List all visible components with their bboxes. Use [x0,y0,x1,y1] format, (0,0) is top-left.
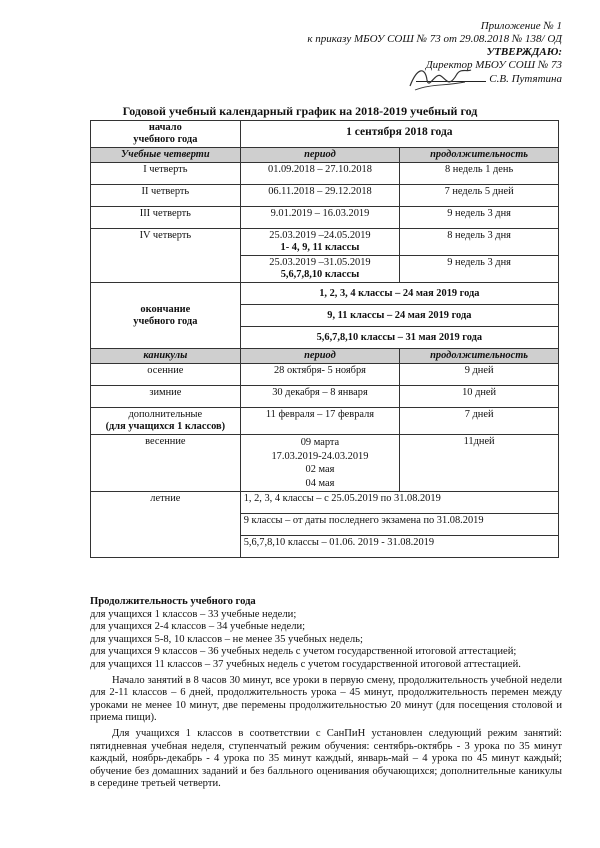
holiday-period: 28 октября- 5 ноября [240,364,400,386]
quarter-period [240,256,400,283]
table-row [91,435,559,492]
quarter-duration: 8 недель 3 дня [400,229,559,256]
quarter-period: 9.01.2019 – 16.03.2019 [240,207,400,229]
holiday-period: 11 февраля – 17 февраля [240,408,400,435]
holidays-header-cell: продолжительность [400,349,559,364]
quarter-name: IV четверть [91,229,241,283]
quarter-duration: 8 недель 1 день [400,163,559,185]
first-grade-paragraph: Для учащихся 1 классов в соответствии с СанПиН установлен следующий режим занятий: пятидневная учебная неделя, ступенчатый режим обучения: сентябрь-октябрь - 3 урока по 35 минут каждый, ноябрь-декабрь - 4 урока по 35 минут каждый, январь-май – 4 урока по 45 минут каждый; обучение без домашних заданий и без балльного оценивания обучающихся; дополнительные каникулы в середине третьей четверти. [90,727,562,790]
end-label: окончание учебного года [91,283,241,349]
quarters-header-row [91,148,559,163]
holiday-duration: 10 дней [400,386,559,408]
start-value: 1 сентября 2018 года [240,121,558,148]
holiday-name [91,408,241,435]
duration-heading: Продолжительность учебного года [90,596,256,607]
duration-line: для учащихся 5-8, 10 классов – не менее 35 учебных недель; [90,633,363,645]
q4-period-a: 25.03.2019 –24.05.2019 [269,230,371,241]
spring-period: 02 мая [305,464,335,475]
holiday-name: осенние [91,364,241,386]
holidays-header-cell: каникулы [91,349,241,364]
duration-section [90,596,562,791]
quarter-period [240,229,400,256]
holidays-header-row [91,349,559,364]
holiday-name: летние [91,492,241,558]
q4-classes-a: 1- 4, 9, 11 классы [280,242,360,253]
summer-row: 5,6,7,8,10 классы – 01.06. 2019 - 31.08.2019 [240,536,558,558]
quarter-name: I четверть [91,163,241,185]
handwritten-signature-icon [405,62,475,96]
quarters-header-cell: период [240,148,400,163]
order-reference: к приказу МБОУ СОШ № 73 от 29.08.2018 № 138/ ОД [307,33,562,45]
table-row [91,185,559,207]
quarter-period: 01.09.2018 – 27.10.2018 [240,163,400,185]
calendar-schedule-table [90,120,559,558]
quarter-name: III четверть [91,207,241,229]
holiday-name: весенние [91,435,241,492]
duration-line: для учащихся 11 классов – 37 учебных недель с учетом государственной итоговой аттестацией. [90,658,521,670]
quarter-duration: 9 недель 3 дня [400,207,559,229]
appendix-label: Приложение № 1 [480,20,562,32]
quarters-header-cell: Учебные четверти [91,148,241,163]
duration-line: для учащихся 2-4 классов – 34 учебные недели; [90,621,306,633]
q4-classes-b: 5,6,7,8,10 классы [280,269,360,280]
table-row [91,408,559,435]
table-row [91,121,559,148]
table-row [91,229,559,256]
quarters-header-cell: продолжительность [400,148,559,163]
quarter-duration: 9 недель 3 дня [400,256,559,283]
page-title: Годовой учебный календарный график на 2018-2019 учебный год [122,104,478,118]
signature-name: С.В. Путятина [489,73,562,85]
end-row: 1, 2, 3, 4 классы – 24 мая 2019 года [240,283,558,305]
holiday-duration: 9 дней [400,364,559,386]
summer-row: 9 классы – от даты последнего экзамена по 31.08.2019 [240,514,558,536]
director-title: Директор МБОУ СОШ № 73 [425,59,562,71]
table-row [91,492,559,514]
quarter-name: II четверть [91,185,241,207]
holiday-period: 30 декабря – 8 января [240,386,400,408]
spring-period: 04 мая [305,477,335,489]
q4-period-b: 25.03.2019 –31.05.2019 [269,257,371,268]
spring-period: 09 марта [300,437,340,448]
quarter-period: 06.11.2018 – 29.12.2018 [240,185,400,207]
duration-line: для учащихся 1 классов – 33 учебные недели; [90,608,297,620]
end-row: 5,6,7,8,10 классы – 31 мая 2019 года [240,327,558,349]
duration-line: для учащихся 9 классов – 36 учебных недель с учетом государственной итоговой аттестацией; [90,646,517,658]
summer-row: 1, 2, 3, 4 классы – с 25.05.2019 по 31.08.2019 [240,492,558,514]
table-row [91,283,559,305]
table-row [91,386,559,408]
table-row [91,364,559,386]
holiday-period [240,435,400,492]
table-row [91,207,559,229]
additional-note: (для учащихся 1 классов) [105,421,226,432]
additional-name: дополнительные [128,409,203,420]
approve-label: УТВЕРЖДАЮ: [486,46,562,58]
holiday-duration: 11дней [400,435,559,492]
holidays-header-cell: период [240,349,400,364]
holiday-duration: 7 дней [400,408,559,435]
start-label: начало учебного года [91,121,241,148]
schedule-paragraph: Начало занятий в 8 часов 30 минут, все уроки в первую смену, продолжительность учебной недели для 2-11 классов – 6 дней, продолжительность урока – 45 минут, продолжительность перемен между уроками не менее 10 минут, две перемены продолжительностью 20 минут (для посещения столовой и приема пищи). [90,674,562,724]
table-row [91,163,559,185]
spring-period: 17.03.2019-24.03.2019 [271,450,369,462]
quarter-duration: 7 недель 5 дней [400,185,559,207]
holiday-name: зимние [91,386,241,408]
end-row: 9, 11 классы – 24 мая 2019 года [240,305,558,327]
